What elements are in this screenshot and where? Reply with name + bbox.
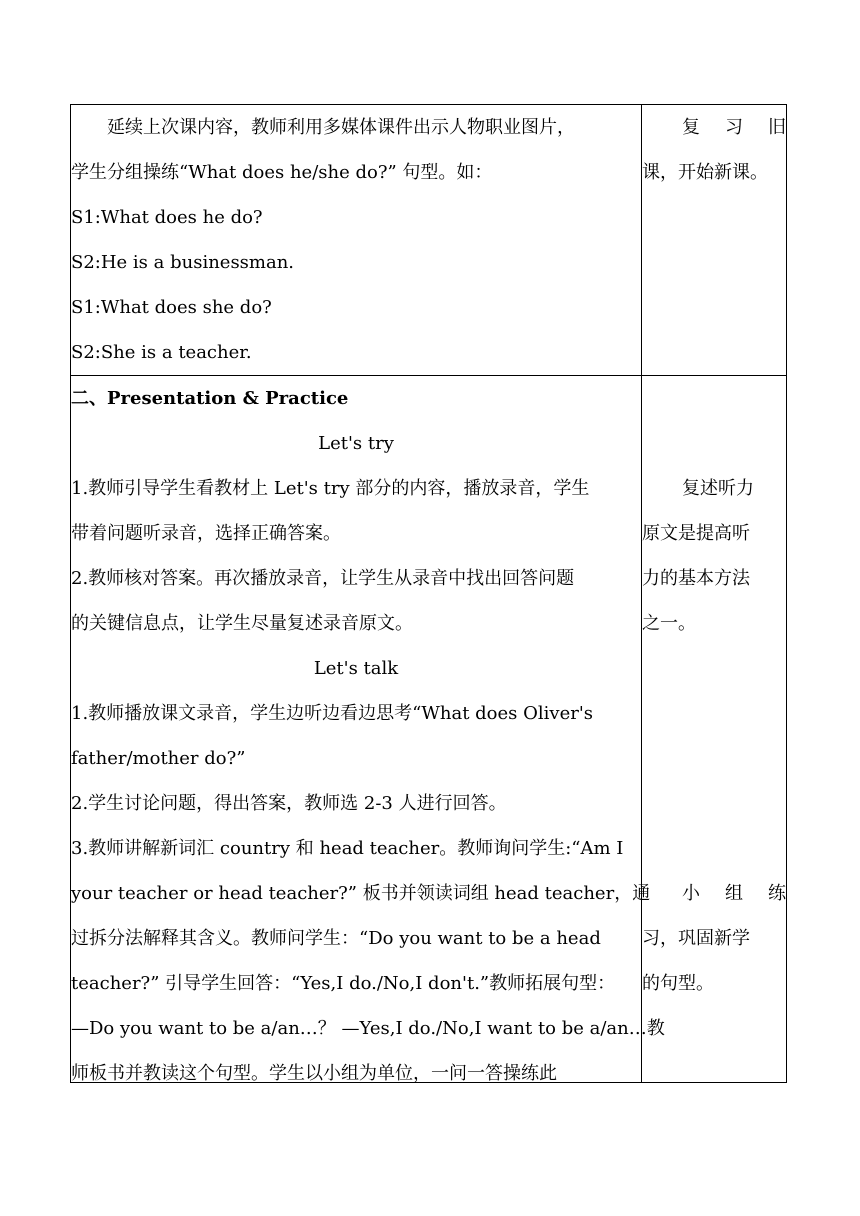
dialogue-line-3: S1:What does she do? [71,297,272,318]
lesson-plan-table [70,104,787,1083]
practice-purpose-line-2: 习，巩固新学 [642,928,750,949]
presentation-activity-cell [71,376,665,1083]
dialogue-line-1: S1:What does he do? [71,207,263,228]
lets-talk-line-5: your teacher or head teacher?” 板书并领读词组 head teacher，通 [71,883,651,904]
lets-talk-line-4: 3.教师讲解新词汇 country 和 head teacher。教师询问学生:“Am I [71,838,624,859]
lets-talk-line-9: 师板书并教读这个句型。学生以小组为单位，一问一答操练此 [71,1063,557,1082]
review-purpose-line-2: 课，开始新课。 [642,162,768,183]
practice-purpose-line-1: 小 组 练 [682,883,786,904]
table-row-presentation [71,376,787,1083]
review-line-2: 学生分组操练“What does he/she do?” 句型。如： [71,162,493,183]
dialogue-line-2: S2:He is a businessman. [71,252,295,273]
lets-try-line-3: 2.教师核对答案。再次播放录音，让学生从录音中找出回答问题 [71,568,575,589]
review-purpose-line-1: 复 习 旧 [682,117,786,138]
review-line-1: 延续上次课内容，教师利用多媒体课件出示人物职业图片， [107,117,575,138]
lets-talk-line-2: father/mother do?” [71,748,246,769]
lets-talk-line-1: 1.教师播放课文录音，学生边听边看边思考“What does Oliver's [71,703,594,724]
section-heading: 二、Presentation & Practice [71,388,349,409]
lets-talk-line-8: —Do you want to be a/an…？ —Yes,I do./No,I want to be a/an…教 [71,1018,665,1039]
presentation-purpose-cell [642,376,787,1083]
listening-purpose-line-1: 复述听力 [682,478,754,499]
lets-talk-title: Let's talk [313,658,399,679]
practice-purpose-line-3: 的句型。 [642,973,714,994]
listening-purpose-line-2: 原文是提高听 [642,523,750,544]
lets-talk-line-6: 过拆分法解释其含义。教师问学生：“Do you want to be a head [71,928,601,949]
dialogue-line-4: S2:She is a teacher. [71,342,252,363]
review-activity-cell [71,105,642,376]
table-row-review [71,105,787,376]
listening-purpose-line-3: 力的基本方法 [642,568,750,589]
review-purpose-cell [642,105,787,376]
lets-talk-line-3: 2.学生讨论问题，得出答案，教师选 2-3 人进行回答。 [71,793,507,814]
lets-try-line-2: 带着问题听录音，选择正确答案。 [71,523,341,544]
lets-try-title: Let's try [318,433,394,454]
lets-try-line-1: 1.教师引导学生看教材上 Let's try 部分的内容，播放录音，学生 [71,478,590,499]
listening-purpose-line-4: 之一。 [642,613,696,634]
lets-try-line-4: 的关键信息点，让学生尽量复述录音原文。 [71,613,413,634]
lets-talk-line-7: teacher?” 引导学生回答：“Yes,I do./No,I don't.”教师拓展句型： [71,973,616,994]
